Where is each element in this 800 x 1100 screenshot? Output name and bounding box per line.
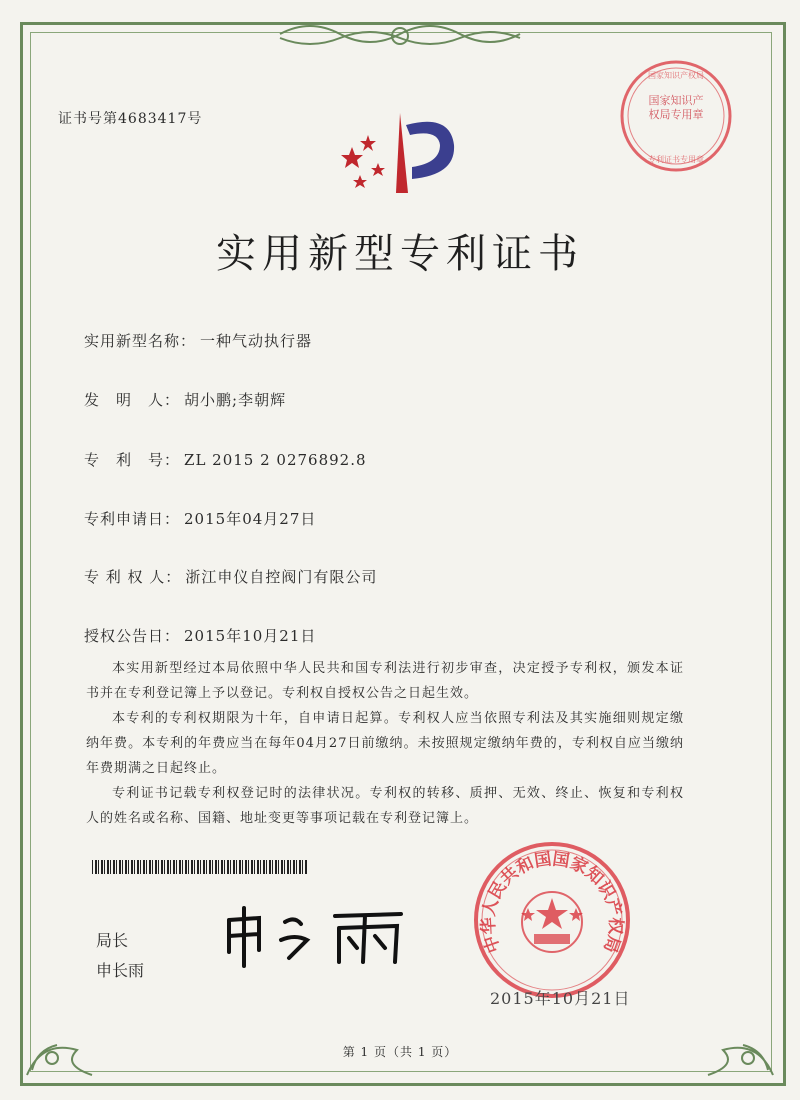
handwritten-signature [215,900,415,970]
body-paragraph: 专利证书记载专利权登记时的法律状况。专利权的转移、质押、无效、终止、恢复和专利权人的姓名或名称、国籍、地址变更等事项记载在专利登记簿上。 [86,786,684,826]
field-application-date [84,508,316,529]
field-patentee [84,566,377,587]
field-value: 2015年04月27日 [184,510,317,528]
field-label: 发 明 人： [84,391,181,409]
issue-date: 2015年10月21日 [490,989,631,1008]
page-footer: 第 1 页（共 1 页） [342,1045,458,1059]
bottom-right-ornament [688,990,778,1080]
top-seal-center-text: 国家知识产权局专用章 [648,94,704,121]
national-ip-office-seal [472,840,632,1000]
field-label: 专 利 号： [84,451,181,469]
field-utility-model-name [84,330,312,351]
top-ornament [270,16,530,52]
field-value: ZL 2015 2 0276892.8 [184,451,367,469]
director-name: 申长雨 [96,961,145,980]
field-label: 专 利 权 人： [84,568,182,586]
field-label: 实用新型名称： [84,332,197,350]
bottom-left-ornament [22,990,112,1080]
svg-text:中华人民共和国国家知识产权局: 中华人民共和国国家知识产权局 [478,849,626,956]
field-value: 浙江申仪自控阀门有限公司 [185,568,378,586]
field-value: 一种气动执行器 [200,332,313,350]
field-patent-number [84,449,367,470]
certificate-number: 证书号第4683417号 [58,111,203,127]
director-title: 局长 [96,931,129,950]
certificate-body [86,656,684,831]
patent-office-logo-icon [330,105,470,195]
field-grant-date [84,625,316,646]
body-paragraph: 本专利的专利权期限为十年，自申请日起算。专利权人应当依照专利法及其实施细则规定缴纳年费。本专利的年费应当在每年04月27日前缴纳。未按照规定缴纳年费的，专利权自应当缴纳年费期满之日起终止。 [86,711,684,776]
field-inventor [84,389,286,410]
field-value: 胡小鹏;李朝辉 [184,391,287,409]
field-label: 授权公告日： [84,627,181,645]
field-value: 2015年10月21日 [184,627,317,645]
svg-text:国家知识产权局: 国家知识产权局 [648,71,704,80]
svg-text:专利证书专用章: 专利证书专用章 [648,155,704,164]
barcode [92,860,308,874]
field-label: 专利申请日： [84,510,181,528]
body-paragraph: 本实用新型经过本局依照中华人民共和国专利法进行初步审查，决定授予专利权，颁发本证书并在专利登记簿上予以登记。专利权自授权公告之日起生效。 [86,661,684,701]
page-title: 实用新型专利证书 [216,231,584,277]
